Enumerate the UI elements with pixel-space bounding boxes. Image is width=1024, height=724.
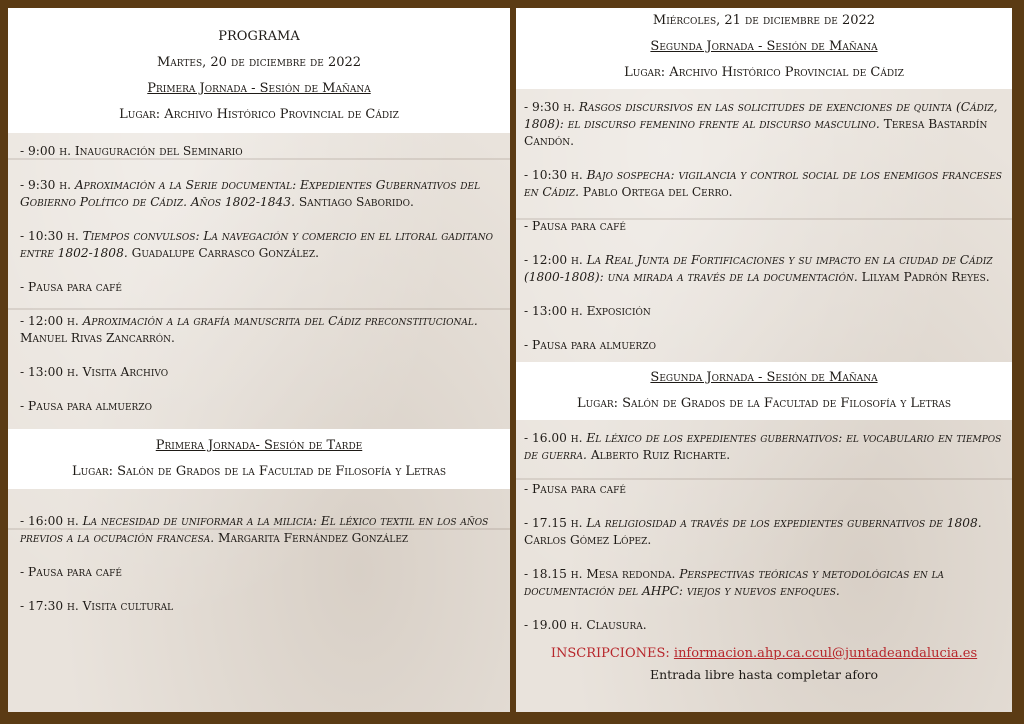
day-two-morning-place: Lugar: Archivo Histórico Provincial de Cádiz xyxy=(624,65,904,80)
agenda-item: - Pausa para café xyxy=(524,219,626,233)
day-one-date: Martes, 20 de diciembre de 2022 xyxy=(156,55,362,70)
agenda-item: - 13:00 h. Visita Archivo xyxy=(20,365,169,379)
agenda-item: - 17:30 h. Visita cultural xyxy=(20,599,174,613)
agenda-item: - 12:00 h. La Real Junta de Fortificaciones y su impacto en la ciudad de Cádiz (1800-1808): una mirada a través de la documentación. Lilyam Padrón Reyes. xyxy=(524,253,993,284)
agenda-item: - Pausa para almuerzo xyxy=(20,399,152,413)
agenda-item: - 9:00 h. Inauguración del Seminario xyxy=(20,144,243,158)
day-two-afternoon-place: Lugar: Salón de Grados de la Facultad de Filosofía y Letras xyxy=(576,396,952,411)
agenda-item: - 9:30 h. Aproximación a la Serie documental: Expedientes Gubernativos del Gobierno Político de Cádiz. Años 1802-1843. Santiago Saborido. xyxy=(20,178,481,209)
registration-line xyxy=(516,644,1012,664)
day-one-afternoon-place: Lugar: Salón de Grados de la Facultad de Filosofía y Letras xyxy=(71,464,447,479)
day-two-morning-session: Segunda Jornada - Sesión de Mañana xyxy=(650,39,878,54)
agenda-item: - Pausa para café xyxy=(524,482,626,496)
day-two-morning-header xyxy=(516,8,1012,89)
agenda-item: - 12:00 h. Aproximación a la grafía manuscrita del Cádiz preconstitucional. Manuel Rivas Zancarrón. xyxy=(20,314,478,345)
entry-note: Entrada libre hasta completar aforo xyxy=(649,667,879,682)
program-title: PROGRAMA xyxy=(218,29,300,44)
day-one-morning-header xyxy=(8,8,510,133)
agenda-item: - 18.15 h. Mesa redonda. Perspectivas teóricas y metodológicas en la documentación del AHPC: viejos y nuevos enfoques. xyxy=(524,567,945,598)
agenda-item: - Pausa para café xyxy=(20,280,122,294)
day-two-afternoon-session: Segunda Jornada - Sesión de Mañana xyxy=(650,370,878,385)
day-two-date: Miércoles, 21 de diciembre de 2022 xyxy=(652,13,876,28)
day-one-morning-session: Primera Jornada - Sesión de Mañana xyxy=(147,81,371,96)
agenda-item: - 10:30 h. Tiempos convulsos: La navegación y comercio en el litoral gaditano entre 1802-1808. Guadalupe Carrasco González. xyxy=(20,229,493,260)
registration-label: INSCRIPCIONES: xyxy=(550,646,670,661)
day-one-morning-list xyxy=(8,133,510,415)
day-two-afternoon-list xyxy=(516,420,1012,634)
agenda-item: - 9:30 h. Rasgos discursivos en las solicitudes de exenciones de quinta (Cádiz, 1808): el discurso femenino frente al discurso masculino. Teresa Bastardín Candón. xyxy=(524,100,998,148)
day-one-morning-place: Lugar: Archivo Histórico Provincial de Cádiz xyxy=(119,107,399,122)
day-one-afternoon-session: Primera Jornada- Sesión de Tarde xyxy=(155,438,363,453)
agenda-item: - 16.00 h. El léxico de los expedientes gubernativos: el vocabulario en tiempos de guerra. Alberto Ruiz Richarte. xyxy=(524,431,1002,462)
agenda-item: - 16:00 h. La necesidad de uniformar a la milicia: El léxico textil en los años previos a la ocupación francesa. Margarita Fernández González xyxy=(20,514,489,545)
agenda-item: - Pausa para café xyxy=(20,565,122,579)
agenda-item: - Pausa para almuerzo xyxy=(524,338,656,352)
agenda-item: - 10:30 h. Bajo sospecha: vigilancia y control social de los enemigos franceses en Cádiz. Pablo Ortega del Cerro. xyxy=(524,168,1002,199)
agenda-item: - 17.15 h. La religiosidad a través de los expedientes gubernativos de 1808. Carlos Gómez López. xyxy=(524,516,982,547)
day-one-afternoon-header xyxy=(8,429,510,489)
day-two-panel xyxy=(516,8,1012,712)
registration-footer xyxy=(516,644,1012,686)
day-one-afternoon-list xyxy=(8,489,510,615)
day-one-panel xyxy=(8,8,510,712)
day-two-afternoon-header xyxy=(516,362,1012,420)
registration-email-link[interactable]: informacion.ahp.ca.ccul@juntadeandalucia.es xyxy=(673,646,978,661)
agenda-item: - 13:00 h. Exposición xyxy=(524,304,651,318)
agenda-item: - 19.00 h. Clausura. xyxy=(524,618,647,632)
day-two-morning-list xyxy=(516,89,1012,354)
